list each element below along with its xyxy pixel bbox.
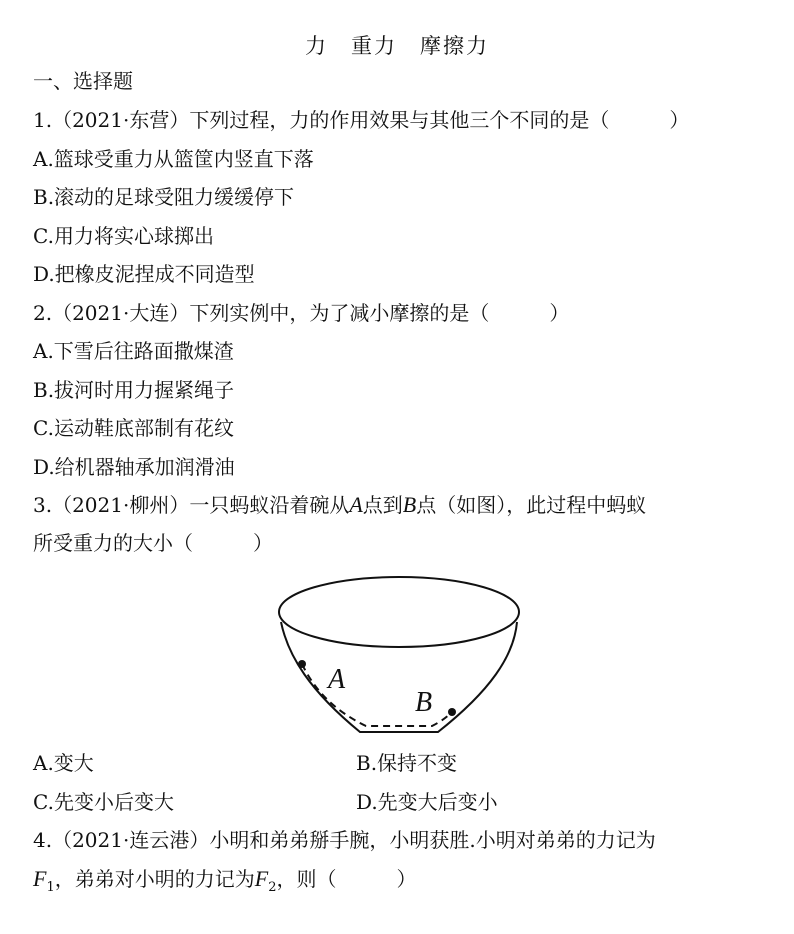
q2-option-c: C.运动鞋底部制有花纹 <box>33 416 234 440</box>
q4-f2-sub: 2 <box>268 880 277 895</box>
q1-stem: 1.（2021·东营）下列过程，力的作用效果与其他三个不同的是（ ） <box>33 108 690 132</box>
q3-option-b: B.保持不变 <box>356 751 458 775</box>
q1-option-b: B.滚动的足球受阻力缓缓停下 <box>33 185 295 209</box>
q2-option-d: D.给机器轴承加润滑油 <box>33 455 235 479</box>
q4-f2: F <box>254 866 269 891</box>
bowl-figure <box>270 566 530 746</box>
bowl-rim <box>279 577 519 647</box>
q1-option-c: C.用力将实心球掷出 <box>33 224 214 248</box>
point-a-label: A <box>328 664 346 695</box>
q3-option-d: D.先变大后变小 <box>356 790 498 814</box>
q2-option-b: B.拔河时用力握紧绳子 <box>33 378 235 402</box>
q2-stem: 2.（2021·大连）下列实例中，为了减小摩擦的是（ ） <box>33 301 570 325</box>
q3-var-b: B <box>402 492 417 517</box>
page-title: 力 重力 摩擦力 <box>305 34 489 58</box>
q4-stem: 4.（2021·连云港）小明和弟弟掰手腕，小明获胜.小明对弟弟的力记为 <box>33 828 656 852</box>
q1-option-d: D.把橡皮泥捏成不同造型 <box>33 262 255 286</box>
q3-stem-line2: 所受重力的大小（ ） <box>33 531 273 555</box>
q3-stem-part3: 点（如图），此过程中蚂蚁 <box>416 493 647 517</box>
q4-f1: F <box>33 866 47 891</box>
q3-var-a: A <box>349 492 363 517</box>
q2-option-a: A.下雪后往路面撒煤渣 <box>33 339 234 363</box>
q3-stem <box>33 491 646 519</box>
q4-stem-line2 <box>33 865 416 902</box>
q3-option-a: A.变大 <box>33 751 94 775</box>
q3-stem-part2: 点到 <box>362 493 403 517</box>
q4-end: ，则（ ） <box>276 867 417 891</box>
q4-mid: ，弟弟对小明的力记为 <box>54 867 255 891</box>
q1-option-a: A.篮球受重力从篮筐内竖直下落 <box>33 147 314 171</box>
point-b-label: B <box>415 687 433 718</box>
bowl-body <box>281 622 517 732</box>
q4-f1-sub: 1 <box>46 880 55 895</box>
point-a-dot <box>298 660 306 668</box>
section-heading: 一、选择题 <box>33 69 133 93</box>
point-b-dot <box>448 708 456 716</box>
q3-stem-part1: 3.（2021·柳州）一只蚂蚁沿着碗从 <box>33 493 350 517</box>
q3-option-c: C.先变小后变大 <box>33 790 174 814</box>
